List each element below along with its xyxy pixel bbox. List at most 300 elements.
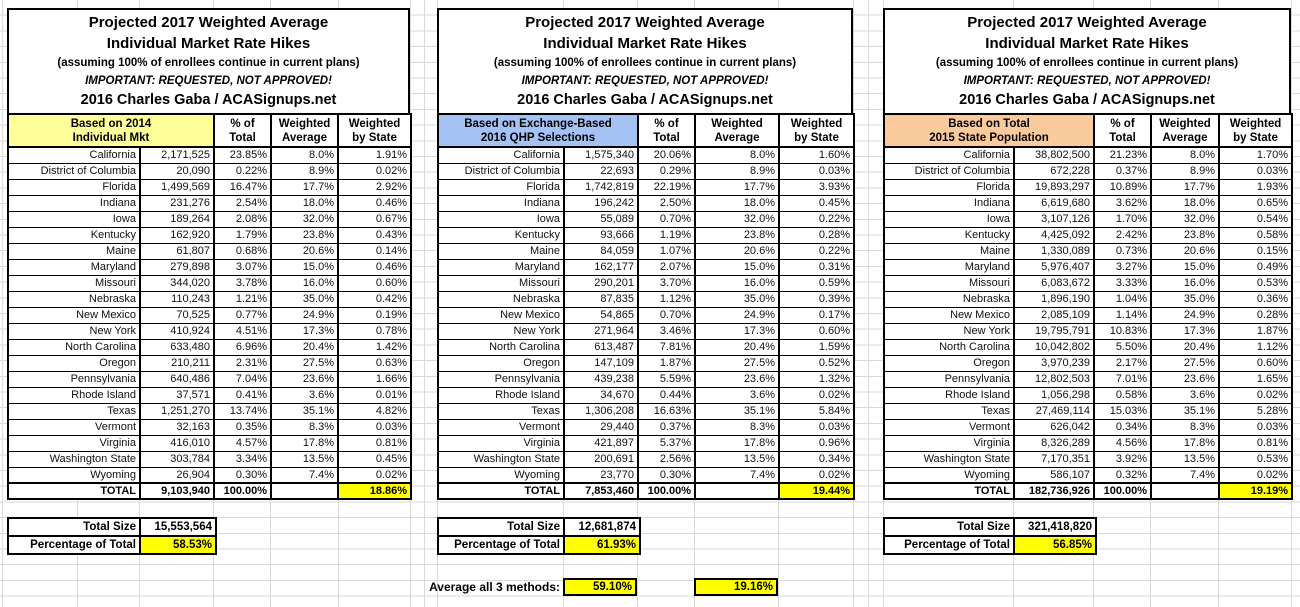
weighted-average-cell[interactable]: 17.8% [695,435,779,451]
average-pct-of-total-value[interactable]: 59.10% [563,578,637,596]
weighted-by-state-cell[interactable]: 0.60% [779,323,854,339]
weighted-average-cell[interactable]: 7.4% [271,467,338,483]
enrollment-cell[interactable]: 279,898 [140,259,214,275]
state-cell[interactable]: Oregon [8,355,140,371]
weighted-average-cell[interactable]: 23.6% [271,371,338,387]
weighted-average-cell[interactable]: 35.0% [695,291,779,307]
enrollment-cell[interactable]: 147,109 [564,355,638,371]
weighted-average-cell[interactable]: 27.5% [695,355,779,371]
weighted-by-state-cell[interactable]: 3.93% [779,179,854,195]
state-cell[interactable]: Vermont [884,419,1014,435]
pct-of-total-cell[interactable]: 0.70% [638,307,695,323]
weighted-by-state-cell[interactable]: 0.31% [779,259,854,275]
state-cell[interactable]: Maine [884,243,1014,259]
weighted-average-cell[interactable]: 23.6% [1151,371,1219,387]
enrollment-cell[interactable]: 189,264 [140,211,214,227]
state-cell[interactable]: Iowa [8,211,140,227]
pct-of-total-cell[interactable]: 1.12% [638,291,695,307]
weighted-by-state-cell[interactable]: 0.59% [779,275,854,291]
state-cell[interactable]: Florida [438,179,564,195]
weighted-average-cell[interactable]: 35.1% [1151,403,1219,419]
enrollment-cell[interactable]: 640,486 [140,371,214,387]
weighted-by-state-cell[interactable]: 0.17% [779,307,854,323]
enrollment-cell[interactable]: 421,897 [564,435,638,451]
weighted-by-state-cell[interactable]: 1.60% [779,147,854,163]
weighted-by-state-cell[interactable]: 0.19% [338,307,411,323]
pct-of-total-cell[interactable]: 3.46% [638,323,695,339]
total-pct[interactable]: 100.00% [214,483,271,499]
state-cell[interactable]: Florida [8,179,140,195]
enrollment-cell[interactable]: 410,924 [140,323,214,339]
enrollment-cell[interactable]: 29,440 [564,419,638,435]
state-cell[interactable]: District of Columbia [884,163,1014,179]
weighted-average-cell[interactable]: 15.0% [695,259,779,275]
weighted-average-cell[interactable]: 8.0% [271,147,338,163]
enrollment-cell[interactable]: 3,970,239 [1014,355,1094,371]
state-cell[interactable]: Virginia [438,435,564,451]
pct-of-total-cell[interactable]: 0.68% [214,243,271,259]
total-pct[interactable]: 100.00% [638,483,695,499]
weighted-by-state-cell[interactable]: 0.22% [779,211,854,227]
weighted-average-cell[interactable]: 16.0% [271,275,338,291]
weighted-average-cell[interactable]: 18.0% [271,195,338,211]
total-label[interactable]: TOTAL [8,483,140,499]
state-cell[interactable]: Iowa [884,211,1014,227]
weighted-by-state-cell[interactable]: 0.03% [779,163,854,179]
enrollment-cell[interactable]: 1,575,340 [564,147,638,163]
weighted-average-cell[interactable]: 8.3% [1151,419,1219,435]
weighted-average-cell[interactable]: 27.5% [271,355,338,371]
pct-of-total-cell[interactable]: 0.30% [214,467,271,483]
state-cell[interactable]: Texas [884,403,1014,419]
pct-of-total-cell[interactable]: 2.17% [1094,355,1151,371]
weighted-by-state-cell[interactable]: 0.52% [779,355,854,371]
weighted-by-state-cell[interactable]: 0.14% [338,243,411,259]
total-size-value[interactable]: 321,418,820 [1028,521,1092,533]
pct-of-total-cell[interactable]: 1.70% [1094,211,1151,227]
weighted-by-state-cell[interactable]: 0.43% [338,227,411,243]
pct-of-total-cell[interactable]: 21.23% [1094,147,1151,163]
weighted-average-cell[interactable]: 17.7% [695,179,779,195]
weighted-average-cell[interactable]: 17.8% [1151,435,1219,451]
enrollment-cell[interactable]: 93,666 [564,227,638,243]
weighted-average-cell[interactable]: 23.6% [695,371,779,387]
total-enrollment[interactable]: 182,736,926 [1014,483,1094,499]
pct-of-total-cell[interactable]: 20.06% [638,147,695,163]
enrollment-cell[interactable]: 61,807 [140,243,214,259]
weighted-by-state-cell[interactable]: 0.46% [338,195,411,211]
weighted-by-state-cell[interactable]: 0.67% [338,211,411,227]
enrollment-cell[interactable]: 110,243 [140,291,214,307]
total-blank-cell[interactable] [1151,483,1219,499]
state-cell[interactable]: New Mexico [884,307,1014,323]
total-enrollment[interactable]: 7,853,460 [564,483,638,499]
pct-of-total-cell[interactable]: 4.57% [214,435,271,451]
pct-of-total-value[interactable]: 58.53% [141,537,215,553]
pct-of-total-cell[interactable]: 7.01% [1094,371,1151,387]
weighted-average-cell[interactable]: 13.5% [271,451,338,467]
pct-of-total-cell[interactable]: 0.29% [638,163,695,179]
total-size-value[interactable]: 12,681,874 [578,521,636,533]
weighted-by-state-cell[interactable]: 0.96% [779,435,854,451]
enrollment-cell[interactable]: 162,177 [564,259,638,275]
weighted-average-cell[interactable]: 8.3% [695,419,779,435]
weighted-by-state-cell[interactable]: 1.66% [338,371,411,387]
average-weighted-value[interactable]: 19.16% [694,578,778,596]
enrollment-cell[interactable]: 162,920 [140,227,214,243]
state-cell[interactable]: Maine [438,243,564,259]
pct-of-total-cell[interactable]: 3.33% [1094,275,1151,291]
pct-of-total-cell[interactable]: 4.56% [1094,435,1151,451]
weighted-average-cell[interactable]: 3.6% [271,387,338,403]
state-cell[interactable]: Virginia [884,435,1014,451]
state-cell[interactable]: Texas [438,403,564,419]
weighted-by-state-cell[interactable]: 0.28% [1219,307,1292,323]
weighted-average-cell[interactable]: 20.6% [695,243,779,259]
weighted-average-cell[interactable]: 8.9% [1151,163,1219,179]
state-cell[interactable]: Texas [8,403,140,419]
total-weighted-by-state[interactable]: 19.19% [1219,483,1292,499]
pct-of-total-cell[interactable]: 3.92% [1094,451,1151,467]
weighted-average-cell[interactable]: 32.0% [1151,211,1219,227]
pct-of-total-cell[interactable]: 1.14% [1094,307,1151,323]
enrollment-cell[interactable]: 626,042 [1014,419,1094,435]
enrollment-cell[interactable]: 303,784 [140,451,214,467]
weighted-average-cell[interactable]: 7.4% [1151,467,1219,483]
weighted-by-state-cell[interactable]: 0.15% [1219,243,1292,259]
state-cell[interactable]: New York [8,323,140,339]
weighted-by-state-cell[interactable]: 0.03% [1219,419,1292,435]
state-cell[interactable]: Maryland [438,259,564,275]
enrollment-cell[interactable]: 439,238 [564,371,638,387]
enrollment-cell[interactable]: 87,835 [564,291,638,307]
weighted-by-state-cell[interactable]: 0.02% [1219,387,1292,403]
enrollment-cell[interactable]: 586,107 [1014,467,1094,483]
pct-of-total-cell[interactable]: 0.30% [638,467,695,483]
total-pct[interactable]: 100.00% [1094,483,1151,499]
enrollment-cell[interactable]: 19,795,791 [1014,323,1094,339]
weighted-by-state-cell[interactable]: 0.65% [1219,195,1292,211]
enrollment-cell[interactable]: 1,896,190 [1014,291,1094,307]
enrollment-cell[interactable]: 1,306,208 [564,403,638,419]
weighted-by-state-cell[interactable]: 0.58% [1219,227,1292,243]
pct-of-total-cell[interactable]: 2.07% [638,259,695,275]
pct-of-total-cell[interactable]: 0.22% [214,163,271,179]
pct-of-total-cell[interactable]: 0.32% [1094,467,1151,483]
weighted-by-state-cell[interactable]: 1.59% [779,339,854,355]
state-cell[interactable]: Rhode Island [438,387,564,403]
weighted-by-state-cell[interactable]: 0.34% [779,451,854,467]
state-cell[interactable]: Pennsylvania [8,371,140,387]
total-blank-cell[interactable] [695,483,779,499]
total-weighted-by-state[interactable]: 19.44% [779,483,854,499]
pct-of-total-cell[interactable]: 1.07% [638,243,695,259]
weighted-average-cell[interactable]: 13.5% [1151,451,1219,467]
state-cell[interactable]: Indiana [438,195,564,211]
pct-of-total-value[interactable]: 56.85% [1015,537,1095,553]
pct-of-total-cell[interactable]: 5.59% [638,371,695,387]
weighted-by-state-cell[interactable]: 0.03% [779,419,854,435]
total-blank-cell[interactable] [271,483,338,499]
pct-of-total-cell[interactable]: 3.07% [214,259,271,275]
weighted-by-state-cell[interactable]: 1.32% [779,371,854,387]
weighted-average-cell[interactable]: 15.0% [1151,259,1219,275]
weighted-average-cell[interactable]: 23.8% [1151,227,1219,243]
weighted-average-cell[interactable]: 7.4% [695,467,779,483]
weighted-average-cell[interactable]: 17.8% [271,435,338,451]
enrollment-cell[interactable]: 27,469,114 [1014,403,1094,419]
pct-of-total-cell[interactable]: 2.54% [214,195,271,211]
state-cell[interactable]: California [438,147,564,163]
weighted-by-state-cell[interactable]: 0.54% [1219,211,1292,227]
state-cell[interactable]: Maine [8,243,140,259]
enrollment-cell[interactable]: 34,670 [564,387,638,403]
state-cell[interactable]: Vermont [8,419,140,435]
pct-of-total-cell[interactable]: 3.62% [1094,195,1151,211]
state-cell[interactable]: Nebraska [438,291,564,307]
pct-of-total-cell[interactable]: 0.41% [214,387,271,403]
state-cell[interactable]: New York [438,323,564,339]
weighted-average-cell[interactable]: 35.1% [695,403,779,419]
weighted-by-state-cell[interactable]: 0.02% [779,387,854,403]
state-cell[interactable]: New York [884,323,1014,339]
pct-of-total-cell[interactable]: 2.50% [638,195,695,211]
pct-of-total-cell[interactable]: 16.47% [214,179,271,195]
enrollment-cell[interactable]: 37,571 [140,387,214,403]
enrollment-cell[interactable]: 55,089 [564,211,638,227]
enrollment-cell[interactable]: 32,163 [140,419,214,435]
pct-of-total-cell[interactable]: 22.19% [638,179,695,195]
enrollment-cell[interactable]: 200,691 [564,451,638,467]
enrollment-cell[interactable]: 20,090 [140,163,214,179]
weighted-by-state-cell[interactable]: 0.39% [779,291,854,307]
weighted-average-cell[interactable]: 35.1% [271,403,338,419]
pct-of-total-cell[interactable]: 0.34% [1094,419,1151,435]
weighted-by-state-cell[interactable]: 1.91% [338,147,411,163]
state-cell[interactable]: California [884,147,1014,163]
enrollment-cell[interactable]: 10,042,802 [1014,339,1094,355]
state-cell[interactable]: Oregon [438,355,564,371]
weighted-average-cell[interactable]: 17.3% [1151,323,1219,339]
weighted-average-cell[interactable]: 24.9% [695,307,779,323]
weighted-by-state-cell[interactable]: 0.22% [779,243,854,259]
pct-of-total-cell[interactable]: 0.70% [638,211,695,227]
weighted-by-state-cell[interactable]: 1.42% [338,339,411,355]
pct-of-total-cell[interactable]: 1.04% [1094,291,1151,307]
total-size-value[interactable]: 15,553,564 [154,521,212,533]
enrollment-cell[interactable]: 8,326,289 [1014,435,1094,451]
enrollment-cell[interactable]: 22,693 [564,163,638,179]
weighted-by-state-cell[interactable]: 0.53% [1219,275,1292,291]
state-cell[interactable]: New Mexico [8,307,140,323]
enrollment-cell[interactable]: 416,010 [140,435,214,451]
weighted-by-state-cell[interactable]: 1.93% [1219,179,1292,195]
total-label[interactable]: TOTAL [884,483,1014,499]
weighted-by-state-cell[interactable]: 0.03% [1219,163,1292,179]
state-cell[interactable]: Nebraska [884,291,1014,307]
weighted-by-state-cell[interactable]: 0.42% [338,291,411,307]
state-cell[interactable]: North Carolina [438,339,564,355]
enrollment-cell[interactable]: 271,964 [564,323,638,339]
enrollment-cell[interactable]: 12,802,503 [1014,371,1094,387]
weighted-by-state-cell[interactable]: 4.82% [338,403,411,419]
weighted-by-state-cell[interactable]: 1.70% [1219,147,1292,163]
weighted-average-cell[interactable]: 15.0% [271,259,338,275]
pct-of-total-cell[interactable]: 0.58% [1094,387,1151,403]
state-cell[interactable]: Pennsylvania [438,371,564,387]
total-enrollment[interactable]: 9,103,940 [140,483,214,499]
weighted-by-state-cell[interactable]: 0.81% [338,435,411,451]
state-cell[interactable]: Pennsylvania [884,371,1014,387]
weighted-average-cell[interactable]: 17.7% [271,179,338,195]
pct-of-total-cell[interactable]: 0.77% [214,307,271,323]
weighted-average-cell[interactable]: 16.0% [1151,275,1219,291]
weighted-by-state-cell[interactable]: 0.36% [1219,291,1292,307]
pct-of-total-cell[interactable]: 0.37% [1094,163,1151,179]
state-cell[interactable]: District of Columbia [8,163,140,179]
weighted-average-cell[interactable]: 8.9% [695,163,779,179]
enrollment-cell[interactable]: 2,085,109 [1014,307,1094,323]
state-cell[interactable]: Iowa [438,211,564,227]
enrollment-cell[interactable]: 19,893,297 [1014,179,1094,195]
weighted-by-state-cell[interactable]: 0.02% [338,163,411,179]
enrollment-cell[interactable]: 6,619,680 [1014,195,1094,211]
enrollment-cell[interactable]: 290,201 [564,275,638,291]
weighted-by-state-cell[interactable]: 0.60% [338,275,411,291]
weighted-by-state-cell[interactable]: 0.46% [338,259,411,275]
pct-of-total-cell[interactable]: 10.89% [1094,179,1151,195]
weighted-by-state-cell[interactable]: 1.65% [1219,371,1292,387]
weighted-average-cell[interactable]: 20.6% [271,243,338,259]
state-cell[interactable]: New Mexico [438,307,564,323]
weighted-average-cell[interactable]: 20.6% [1151,243,1219,259]
state-cell[interactable]: Oregon [884,355,1014,371]
pct-of-total-cell[interactable]: 16.63% [638,403,695,419]
weighted-average-cell[interactable]: 23.8% [695,227,779,243]
pct-of-total-cell[interactable]: 2.56% [638,451,695,467]
state-cell[interactable]: North Carolina [884,339,1014,355]
state-cell[interactable]: Rhode Island [884,387,1014,403]
state-cell[interactable]: Wyoming [438,467,564,483]
weighted-by-state-cell[interactable]: 5.28% [1219,403,1292,419]
weighted-by-state-cell[interactable]: 1.12% [1219,339,1292,355]
pct-of-total-cell[interactable]: 7.04% [214,371,271,387]
state-cell[interactable]: Maryland [884,259,1014,275]
weighted-average-cell[interactable]: 8.9% [271,163,338,179]
state-cell[interactable]: Wyoming [8,467,140,483]
pct-of-total-cell[interactable]: 0.35% [214,419,271,435]
enrollment-cell[interactable]: 26,904 [140,467,214,483]
weighted-average-cell[interactable]: 24.9% [1151,307,1219,323]
pct-of-total-cell[interactable]: 0.44% [638,387,695,403]
weighted-average-cell[interactable]: 8.3% [271,419,338,435]
state-cell[interactable]: Maryland [8,259,140,275]
enrollment-cell[interactable]: 54,865 [564,307,638,323]
weighted-average-cell[interactable]: 8.0% [1151,147,1219,163]
enrollment-cell[interactable]: 672,228 [1014,163,1094,179]
pct-of-total-cell[interactable]: 0.73% [1094,243,1151,259]
enrollment-cell[interactable]: 3,107,126 [1014,211,1094,227]
weighted-average-cell[interactable]: 17.7% [1151,179,1219,195]
weighted-average-cell[interactable]: 27.5% [1151,355,1219,371]
weighted-average-cell[interactable]: 17.3% [695,323,779,339]
state-cell[interactable]: North Carolina [8,339,140,355]
weighted-by-state-cell[interactable]: 0.63% [338,355,411,371]
weighted-by-state-cell[interactable]: 0.45% [779,195,854,211]
weighted-average-cell[interactable]: 23.8% [271,227,338,243]
state-cell[interactable]: Wyoming [884,467,1014,483]
enrollment-cell[interactable]: 23,770 [564,467,638,483]
weighted-average-cell[interactable]: 3.6% [1151,387,1219,403]
weighted-by-state-cell[interactable]: 0.78% [338,323,411,339]
state-cell[interactable]: Florida [884,179,1014,195]
pct-of-total-cell[interactable]: 13.74% [214,403,271,419]
weighted-by-state-cell[interactable]: 0.81% [1219,435,1292,451]
enrollment-cell[interactable]: 6,083,672 [1014,275,1094,291]
state-cell[interactable]: Nebraska [8,291,140,307]
enrollment-cell[interactable]: 1,330,089 [1014,243,1094,259]
state-cell[interactable]: California [8,147,140,163]
state-cell[interactable]: District of Columbia [438,163,564,179]
weighted-average-cell[interactable]: 20.4% [695,339,779,355]
state-cell[interactable]: Washington State [8,451,140,467]
pct-of-total-cell[interactable]: 3.78% [214,275,271,291]
pct-of-total-cell[interactable]: 2.31% [214,355,271,371]
state-cell[interactable]: Washington State [438,451,564,467]
enrollment-cell[interactable]: 1,742,819 [564,179,638,195]
weighted-by-state-cell[interactable]: 0.02% [1219,467,1292,483]
pct-of-total-cell[interactable]: 2.08% [214,211,271,227]
enrollment-cell[interactable]: 5,976,407 [1014,259,1094,275]
enrollment-cell[interactable]: 1,251,270 [140,403,214,419]
state-cell[interactable]: Rhode Island [8,387,140,403]
weighted-average-cell[interactable]: 16.0% [695,275,779,291]
weighted-average-cell[interactable]: 18.0% [695,195,779,211]
state-cell[interactable]: Kentucky [438,227,564,243]
enrollment-cell[interactable]: 231,276 [140,195,214,211]
enrollment-cell[interactable]: 344,020 [140,275,214,291]
pct-of-total-cell[interactable]: 1.79% [214,227,271,243]
enrollment-cell[interactable]: 210,211 [140,355,214,371]
weighted-average-cell[interactable]: 13.5% [695,451,779,467]
pct-of-total-cell[interactable]: 1.87% [638,355,695,371]
weighted-average-cell[interactable]: 20.4% [1151,339,1219,355]
state-cell[interactable]: Missouri [884,275,1014,291]
enrollment-cell[interactable]: 613,487 [564,339,638,355]
weighted-average-cell[interactable]: 35.0% [271,291,338,307]
weighted-by-state-cell[interactable]: 0.28% [779,227,854,243]
enrollment-cell[interactable]: 633,480 [140,339,214,355]
enrollment-cell[interactable]: 84,059 [564,243,638,259]
state-cell[interactable]: Missouri [8,275,140,291]
pct-of-total-cell[interactable]: 5.37% [638,435,695,451]
pct-of-total-cell[interactable]: 10.83% [1094,323,1151,339]
pct-of-total-cell[interactable]: 7.81% [638,339,695,355]
weighted-average-cell[interactable]: 35.0% [1151,291,1219,307]
pct-of-total-cell[interactable]: 1.19% [638,227,695,243]
state-cell[interactable]: Missouri [438,275,564,291]
weighted-average-cell[interactable]: 24.9% [271,307,338,323]
pct-of-total-cell[interactable]: 3.70% [638,275,695,291]
enrollment-cell[interactable]: 70,525 [140,307,214,323]
weighted-by-state-cell[interactable]: 0.02% [338,467,411,483]
enrollment-cell[interactable]: 1,499,569 [140,179,214,195]
enrollment-cell[interactable]: 2,171,525 [140,147,214,163]
pct-of-total-cell[interactable]: 15.03% [1094,403,1151,419]
state-cell[interactable]: Kentucky [8,227,140,243]
total-weighted-by-state[interactable]: 18.86% [338,483,411,499]
weighted-by-state-cell[interactable]: 5.84% [779,403,854,419]
